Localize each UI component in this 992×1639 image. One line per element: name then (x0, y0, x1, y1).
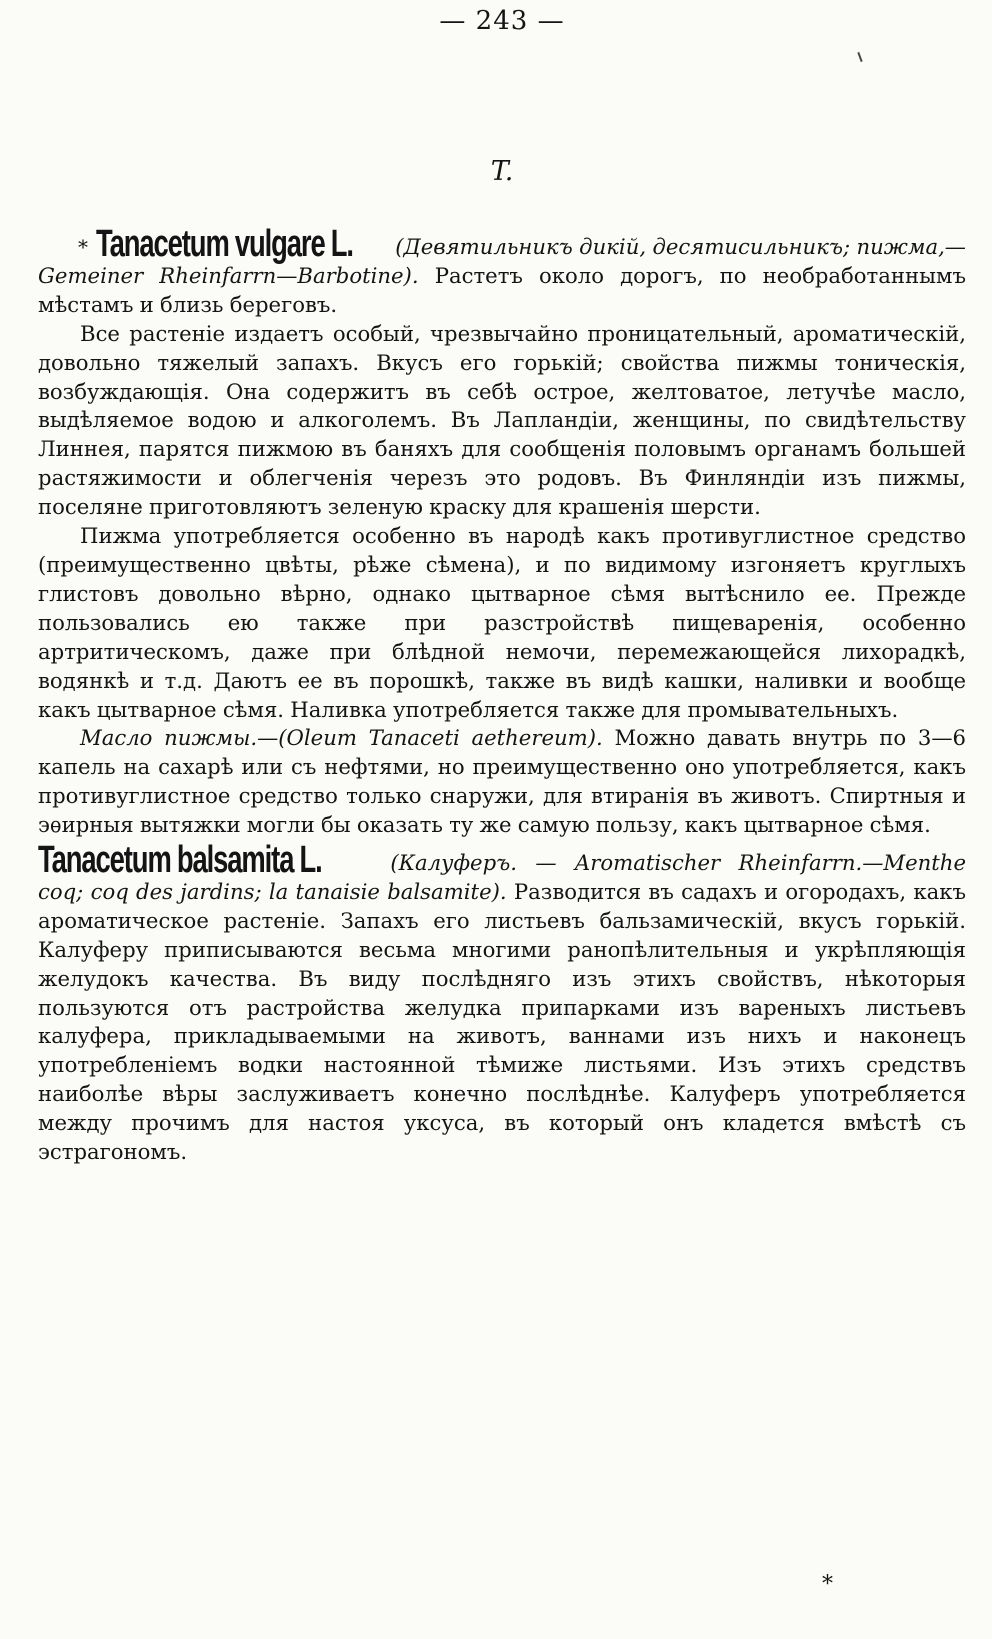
entry-text: Разводится въ садахъ и огородахъ, какъ ароматическое растеніе. Запахъ его листьевъ бальзамическій, вкусъ горькій. Калуферу приписываются весьма многими ранопѣлительныя и укрѣпляющія желудокъ качества. Въ виду послѣдняго изъ этихъ свойствъ, нѣкоторыя пользуются отъ растройства желудка припарками изъ вареныхъ листьевъ калуфера, прикладываемыми на животъ, ваннами изъ нихъ и наконецъ употребленіемъ водки настоянной тѣмиже листьями. Изъ этихъ средствъ наиболѣе вѣры заслуживаетъ конечно послѣднѣе. Калуферъ употребляется между прочимъ для настоя уксуса, въ который онъ кладется вмѣстѣ съ эстрагономъ. (38, 878, 966, 1165)
section-letter: T. (490, 156, 514, 187)
entry-synonyms: (Девятильникъ дикій, десятисильникъ; пижма,—Gemeiner Rheinfarrn—Barbotine). (38, 234, 966, 288)
paragraph-oil (38, 724, 966, 840)
oil-heading: Масло пижмы.—(Oleum Tanaceti aethereum). (80, 725, 603, 751)
entry-latin-name: Tanacetum balsamita L. (38, 839, 322, 882)
entry-habitat: Растетъ около дорогъ, по необработаннымъ мѣстамъ и близь береговъ. (38, 262, 966, 317)
entry-tanacetum-vulgare (38, 223, 966, 320)
footer-mark: * (822, 1572, 833, 1597)
entry-synonyms: (Калуферъ. — Aromatischer Rheinfarrn.—Menthe coq; coq des jardins; la tanaisie balsamite). (38, 850, 966, 904)
print-speck (857, 52, 862, 62)
page-number: — 243 — (439, 6, 565, 36)
entry-latin-name: Tanacetum vulgare L. (96, 223, 353, 265)
book-page (38, 0, 966, 1639)
oil-text: Можно давать внутрь по 3—6 капель на сахарѣ или съ нефтями, но преимущественно оно употребляется, какъ противуглистное средство только снаружи, для втиранія въ животъ. Спиртныя и эѳирныя вытяжки могли бы оказать ту же самую пользу, какъ цытварное сѣмя. (38, 725, 966, 838)
entry-marker: * (78, 235, 88, 259)
paragraph: Все растеніе издаетъ особый, чрезвычайно проницательный, ароматическій, довольно тяжелый запахъ. Вкусъ его горькій; свойства пижмы тоническія, возбуждающія. Она содержитъ въ себѣ острое, желтоватое, летучѣе масло, выдѣляемое водою и алкоголемъ. Въ Лапландіи, женщины, по свидѣтельству Линнея, парятся пижмою въ баняхъ для сообщенія половымъ органамъ большей растяжимости и облегченія черезъ это родовъ. Въ Финляндіи изъ пижмы, поселяне приготовляютъ зеленую краску для крашенія шерсти. (38, 320, 966, 520)
paragraph: Пижма употребляется особенно въ народѣ какъ противуглистное средство (преимущественно цвѣты, рѣже сѣмена), и по видимому изгоняетъ круглыхъ глистовъ довольно вѣрно, однако цытварное сѣмя вытѣснило ее. Прежде пользовались ею также при разстройствѣ пищеваренія, особенно артритическомъ, даже при блѣдной немочи, перемежающейся лихорадкѣ, водянкѣ и т.д. Даютъ ее въ порошкѣ, также въ видѣ кашки, наливки и вообще какъ цытварное сѣмя. Наливка употребляется также для промывательныхъ. (38, 523, 966, 722)
entry-tanacetum-balsamita (38, 839, 966, 1167)
page-body (38, 223, 966, 1167)
